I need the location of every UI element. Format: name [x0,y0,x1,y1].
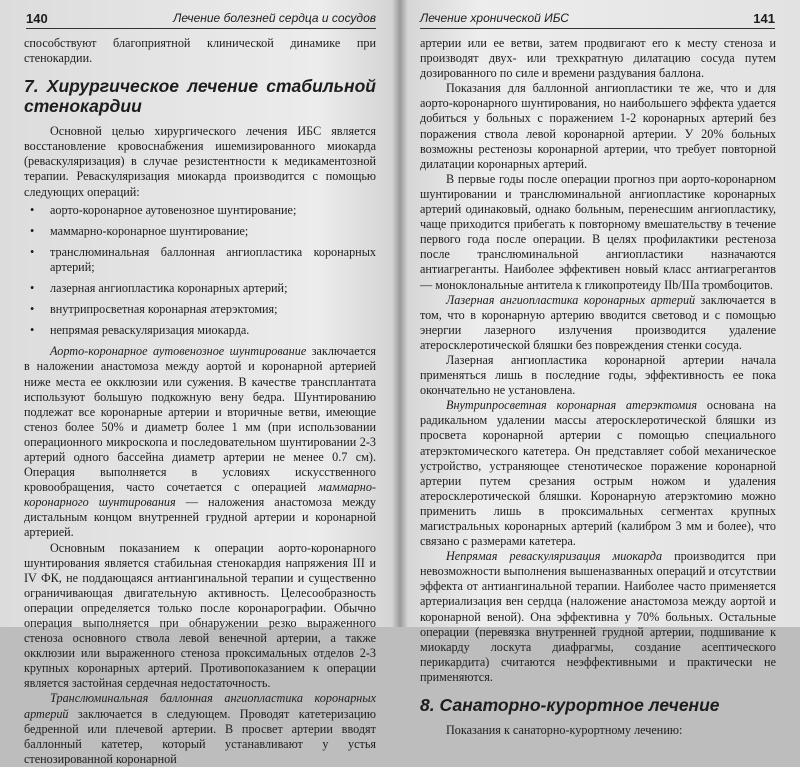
paragraph: артерии или ее ветви, затем продвигают его к месту стеноза и производят двух- или трехкратную дилатацию сосуда путем дозированного по силе и времени раздувания баллона. [420,36,776,81]
text: производится при невозможности выполнения вышеназванных операций и отсутствии эффекта от антиангинальной терапии. Наиболее часто применяется артериализация вен сердца (наложение анастомоза между аортой и коронарной веной). Она эффективна у 70% больных. Остальные операции (перевязка внутренней грудной артерии, подшивание к миокарду лоскута диафрагмы, создание асептического перикардита) считаются неэффективными и практически не применяются. [420,549,777,684]
list-item: • внутрипросветная коронарная атерэктомия; [24,302,376,317]
list-item: • аорто-коронарное аутовенозное шунтирование; [24,203,376,218]
text: заключается в наложении анастомоза между аортой и коронарной артерией ниже места ее окклюзии или сужения. В качестве трансплантата используют большую подкожную вену бедра. Шунтированию подлежат все коронарные артерии и вторичные ветви, имеющие стеноз более 50% и диаметр более 1 мм (при использовании операционного микроскопа и последовательном шунтировании 2-3 артерий одного бассейна диаметр артерии не менее 0.7 см). Операция выполняется в условиях искусственного кровообращения, часто сочетается с операцией [24,344,376,495]
term: маммарно-коронарного шунтирования [24,480,376,510]
section-heading: 8. Санаторно-курортное лечение [420,695,720,716]
term: Транслюминальная баллонная ангиопластика коронарных артерий [24,691,376,721]
list-item: • непрямая реваскуляризация миокарда. [24,323,376,338]
left-page [0,0,395,766]
page-number: 140 [26,11,48,26]
paragraph [420,549,776,685]
page-body [420,36,776,738]
term: Лазерная ангиопластика коронарных артерий [446,292,696,307]
paragraph: В первые годы после операции прогноз при аорто-коронарном шунтировании и транслюминальной ангиопластике коронарных артерий одинаковый, однако больным, перенесшим ангиопластику, чаще приходится прибегать к повторному вмешательству в течение первого года после операции. В целях профилактики рестеноза после транслюминальной ангиопластики назначаются антиагреганты. Наиболее эффективен новый класс антиагрегантов — моноклональные антитела к гликопротеиду IIb/IIIa тромбоцитов. [420,171,776,292]
right-page [404,0,800,738]
term: Внутрипросветная коронарная атерэктомия [446,398,698,413]
header-rule [26,28,376,29]
paragraph: Основной целью хирургического лечения ИБС является восстановление кровоснабжения ишемизированного миокарда (реваскуляризация) в случае резистентности к медикаментозной терапии. Реваскуляризация миокарда производится с помощью следующих операций: [24,124,376,199]
paragraph: Лазерная ангиопластика коронарной артерии начала применяться лишь в последние годы, эффективность ее пока окончательно не установлена. [420,352,776,398]
page-body [24,36,376,767]
running-title: Лечение болезней сердца и сосудов [173,11,376,25]
page-number: 141 [753,11,775,26]
term: Непрямая реваскуляризация миокарда [446,549,663,564]
list-item: • транслюминальная баллонная ангиопластика коронарных артерий; [24,245,376,275]
term: Аорто-коронарное аутовенозное шунтирование [50,344,307,359]
paragraph: способствуют благоприятной клинической динамике при стенокардии. [24,36,376,66]
text: основана на радикальном удалении массы атеросклеротической бляшки из просвета коронарной артерии с помощью специального атерэктомического катетера. Он представляет собой механическое устройство, устраняющее стенотическое поражение коронарной артерии путем срезания острым ножом и удаления атеросклеротической бляшки. Коронарную атерэктомию можно применить лишь в проксимальных сегментах крупных магистральных коронарных артерий (калибром 3 мм и более), что связано с размерами катетера. [420,398,777,549]
operations-list [24,203,376,339]
running-header [420,9,775,29]
list-item: • маммарно-коронарное шунтирование; [24,224,376,239]
text: заключается в том, что в коронарную артерию вводится световод и с помощью энергии лазерного излучения производится удаление атеросклеротической бляшки без повреждения стенки сосуда. [420,292,777,352]
running-header [26,9,376,29]
paragraph: Основным показанием к операции аорто-коронарного шунтирования является стабильная стенокардия напряжения III и IV ФК, не поддающаяся антиангинальной терапии и существенно ограничивающая двигательную активность. Целесообразность операции определяется только после коронарографии. Обычно операция выполняется при обнаружении резко выраженного стеноза основного ствола левой венечной артерии, а также окклюзии или выраженного стеноза проксимальных отделов 2-3 крупных коронарных артерий. Противопоказанием к операции является застойная сердечная недостаточность. [24,540,376,691]
paragraph [24,344,376,540]
header-rule [420,28,775,29]
list-item: • лазерная ангиопластика коронарных артерий; [24,281,376,296]
paragraph: Показания к санаторно-курортному лечению: [446,723,683,738]
section-heading: 7. Хирургическое лечение стабильной стенокардии [24,76,376,117]
paragraph: Показания для баллонной ангиопластики те же, что и для аорто-коронарного шунтирования, но наибольшего эффекта удается добиться у больных с поражением 1-2 коронарных артерий без поражения ствола левой коронарной артерии. У 20% больных возможны рестенозы коронарной артерии, что требует повторной дилатации коронарных артерий. [420,81,776,171]
paragraph [420,398,776,549]
running-title: Лечение хронической ИБС [420,11,569,25]
paragraph [420,293,776,353]
paragraph [24,691,376,766]
text: заключается в следующем. Проводят катетеризацию бедренной или плечевой артерии. В просвет артерии вводят баллонный катетер, который устанавливают у устья стенозированной коронарной [24,706,376,766]
text: — наложения анастомоза между дистальным концом внутренней грудной артерии и коронарной артерией. [24,495,376,540]
